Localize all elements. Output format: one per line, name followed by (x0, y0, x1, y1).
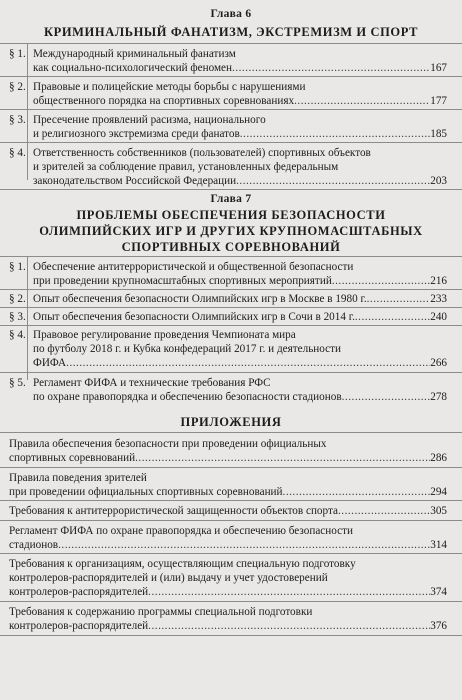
entry-text: по футболу 2018 г. и Кубка конфедераций 2017 г. и деятельности (33, 343, 342, 355)
entry-text: контролеров-распорядителей (9, 620, 149, 632)
chapter-6-title: КРИМИНАЛЬНЫЙ ФАНАТИЗМ, ЭКСТРЕМИЗМ И СПОРТ (43, 25, 419, 39)
entry-text: Правила поведения зрителей (9, 472, 147, 484)
divider (0, 189, 462, 190)
page-number: 233 (430, 293, 447, 305)
appendix-title: ПРИЛОЖЕНИЯ (180, 415, 282, 429)
entry-text: Международный криминальный фанатизм (33, 48, 236, 60)
divider (0, 76, 462, 77)
section-number: § 5. (9, 377, 26, 389)
page-number: 374 (430, 586, 447, 598)
page-number: 314 (430, 539, 447, 551)
divider (0, 601, 462, 602)
entry-text: Опыт обеспечения безопасности Олимпийских игр в Сочи в 2014 г. (33, 311, 355, 323)
section-number: § 4. (9, 147, 26, 159)
toc-entry[interactable] (33, 310, 447, 324)
section-number: § 3. (9, 114, 26, 126)
column-divider (27, 43, 28, 180)
entry-text: Ответственность собственников (пользователей) спортивных объектов (33, 147, 371, 159)
entry-text: Требования к содержанию программы специальной подготовки (9, 606, 313, 618)
entry-text: Регламент ФИФА и технические требования РФС (33, 377, 271, 389)
page-number: 266 (430, 357, 447, 369)
entry-text: контролеров-распорядителей (9, 586, 149, 598)
section-number: § 2. (9, 81, 26, 93)
page-number: 177 (430, 95, 447, 107)
page-number: 185 (430, 128, 447, 140)
toc-entry[interactable] (33, 47, 447, 75)
section-number: § 3. (9, 311, 26, 323)
entry-text: ФИФА (33, 357, 67, 369)
entry-text: Обеспечение антитеррористической и общественной безопасности (33, 261, 354, 273)
chapter-7-title-line: ПРОБЛЕМЫ ОБЕСПЕЧЕНИЯ БЕЗОПАСНОСТИ (76, 208, 386, 222)
divider (0, 635, 462, 636)
toc-entry[interactable] (33, 113, 447, 141)
divider (0, 372, 462, 373)
chapter-7-label: Глава 7 (210, 193, 252, 205)
divider (0, 467, 462, 468)
divider (0, 142, 462, 143)
section-number: § 1. (9, 261, 26, 273)
divider (0, 553, 462, 554)
toc-entry[interactable] (9, 437, 447, 465)
entry-text: Регламент ФИФА по охране правопорядка и обеспечению безопасности (9, 525, 353, 537)
page-number: 167 (430, 62, 447, 74)
divider (0, 43, 462, 44)
entry-text: Правовое регулирование проведения Чемпионата мира (33, 329, 296, 341)
entry-text: и религиозного экстремизма среди фанатов (33, 128, 240, 140)
column-divider (27, 256, 28, 380)
entry-text: при проведении крупномасштабных спортивных мероприятий (33, 275, 332, 287)
entry-text: по охране правопорядка и обеспечению безопасности стадионов (33, 391, 342, 403)
entry-text: спортивных соревнований (9, 452, 136, 464)
toc-entry[interactable] (33, 292, 447, 306)
toc-entry[interactable] (9, 471, 447, 499)
chapter-7-title-line: ОЛИМПИЙСКИХ ИГР И ДРУГИХ КРУПНОМАСШТАБНЫХ (39, 224, 423, 238)
toc-entry[interactable] (33, 328, 447, 370)
entry-text: Правила обеспечения безопасности при проведении официальных (9, 438, 327, 450)
section-number: § 4. (9, 329, 26, 341)
page-number: 203 (430, 175, 447, 187)
divider (0, 432, 462, 433)
page-number: 278 (430, 391, 447, 403)
entry-text: Требования к организациям, осуществляющим специальную подготовку (9, 558, 356, 570)
section-number: § 1. (9, 48, 26, 60)
entry-text: общественного порядка на спортивных соревнованиях (33, 95, 295, 107)
entry-text: при проведении официальных спортивных соревнований (9, 486, 283, 498)
toc-entry[interactable] (33, 376, 447, 404)
divider (0, 109, 462, 110)
page-number: 286 (430, 452, 447, 464)
section-number: § 2. (9, 293, 26, 305)
entry-text: Опыт обеспечения безопасности Олимпийских игр в Москве в 1980 г. (33, 293, 367, 305)
divider (0, 520, 462, 521)
chapter-7-title-line: СПОРТИВНЫХ СОРЕВНОВАНИЙ (121, 240, 341, 254)
divider (0, 500, 462, 501)
chapter-6-label: Глава 6 (210, 8, 252, 20)
entry-text: законодательством Российской Федерации (33, 175, 237, 187)
page-number: 305 (430, 505, 447, 517)
divider (0, 289, 462, 290)
entry-text: и зрителей за соблюдение правил, установленных федеральным (33, 161, 339, 173)
toc-entry[interactable] (33, 80, 447, 108)
toc-entry[interactable] (33, 260, 447, 288)
toc-entry[interactable] (9, 605, 447, 633)
page-number: 294 (430, 486, 447, 498)
page-number: 240 (430, 311, 447, 323)
page-number: 376 (430, 620, 447, 632)
divider (0, 307, 462, 308)
entry-text: Пресечение проявлений расизма, национального (33, 114, 266, 126)
entry-text: Требования к антитеррористической защищенности объектов спорта (9, 505, 338, 517)
page-number: 216 (430, 275, 447, 287)
entry-text: как социально-психологический феномен (33, 62, 233, 74)
toc-entry[interactable] (9, 524, 447, 552)
toc-entry[interactable] (33, 146, 447, 188)
entry-text: контролеров-распорядителей и (или) выдачу и учет удостоверений (9, 572, 328, 584)
divider (0, 325, 462, 326)
entry-text: Правовые и полицейские методы борьбы с нарушениями (33, 81, 306, 93)
toc-entry[interactable] (9, 557, 447, 599)
divider (0, 256, 462, 257)
toc-entry[interactable] (9, 504, 447, 518)
entry-text: стадионов (9, 539, 59, 551)
